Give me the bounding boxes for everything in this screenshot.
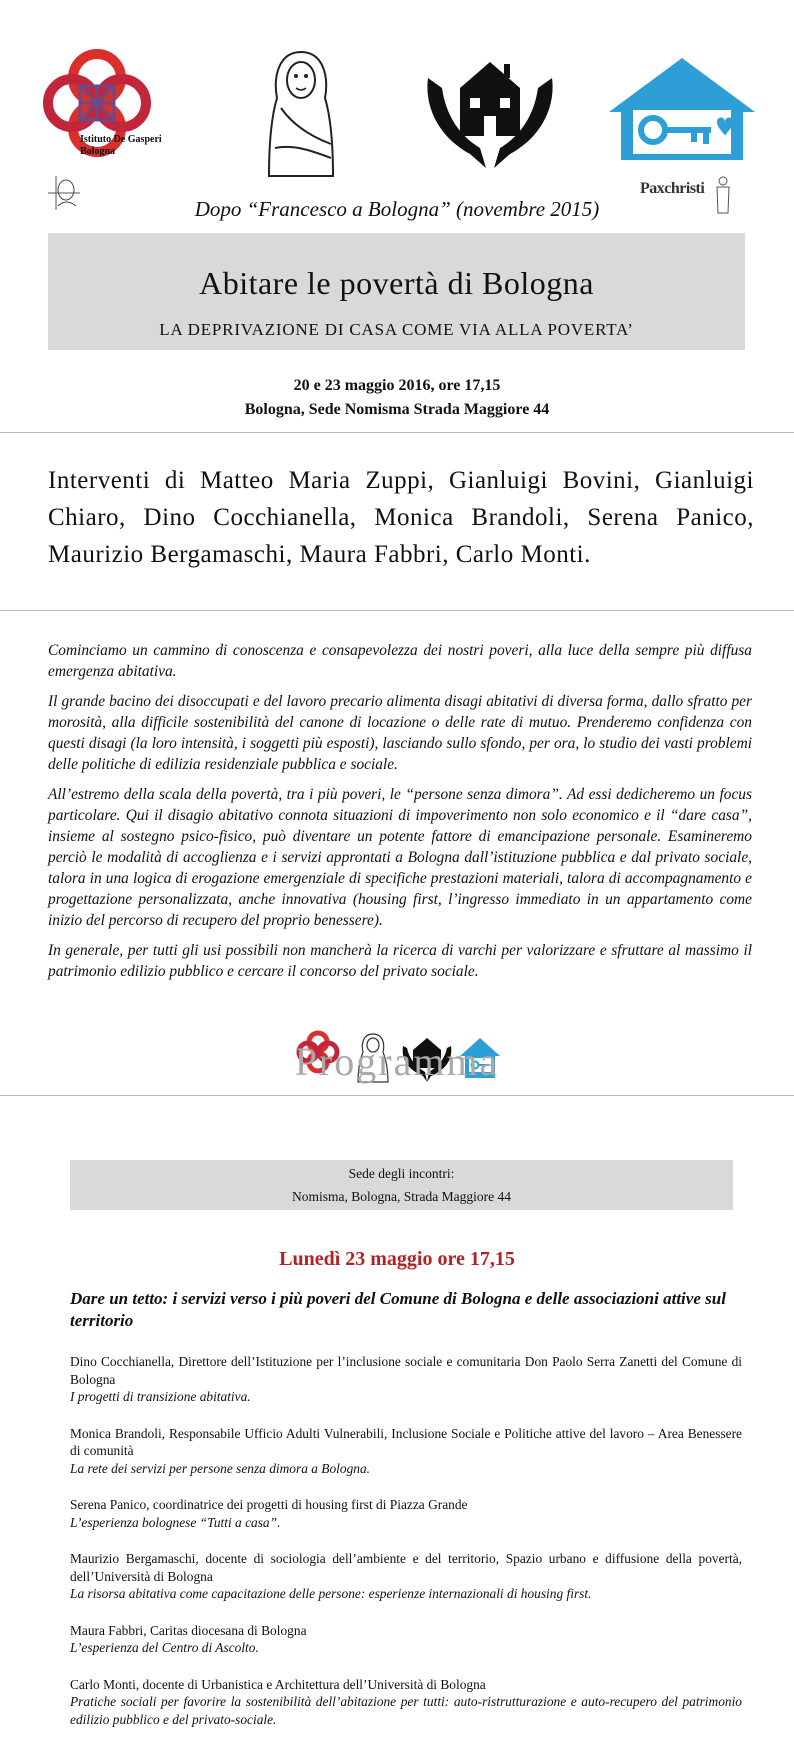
talk-topic: Pratiche sociali per favorire la sostenibilità dell’abitazione per tutti: auto-ristrutturazione e auto-recupero del patrimonio edilizio pubblico e del privato-sociale. [70, 1694, 742, 1727]
title-subheading: LA DEPRIVAZIONE DI CASA COME VIA ALLA POVERTA’ [159, 320, 634, 339]
speakers-list: Interventi di Matteo Maria Zuppi, Gianluigi Bovini, Gianluigi Chiaro, Dino Cocchianella, Monica Brandoli, Serena Panico, Maurizio Bergamaschi, Maura Fabbri, Carlo Monti. [48, 467, 754, 568]
talk-topic: La rete dei servizi per persone senza dimora a Bologna. [70, 1460, 371, 1476]
talks-list [70, 1353, 742, 1747]
event-subtitle: Dopo “Francesco a Bologna” (novembre 2015) [194, 197, 600, 221]
talk-item [70, 1550, 742, 1603]
talk-topic: La risorsa abitativa come capacitazione delle persone: esperienze internazionali di housing first. [70, 1586, 592, 1601]
istituto-caption-line1: Istituto De Gasperi [80, 134, 162, 145]
house-key-logo [605, 52, 760, 162]
venue-label: Sede degli incontri: [348, 1166, 455, 1181]
talk-speaker: Monica Brandoli, Responsabile Ufficio Adulti Vulnerabili, Inclusione Sociale e Politiche attive del lavoro – Area Benessere di comunità [70, 1425, 742, 1458]
intro-paragraph: Cominciamo un cammino di conoscenza e consapevolezza dei nostri poveri, alla luce della sempre più diffusa emergenza abitativa. [48, 642, 752, 680]
intro-paragraph: Il grande bacino dei disoccupati e del lavoro precario alimenta disagi abitativi di diversa forma, dallo sfratto per morosità, alla difficile sostenibilità del canone di locazione o delle rate di mutuo. Prenderemo confidenza con questi disagi (la loro intensità, i soggetti più esposti), lasciando sullo sfondo, per ora, lo studio dei vasti problemi delle politiche di edilizia residenziale pubblica e sociale. [48, 693, 752, 773]
intro-text [48, 640, 752, 991]
talk-topic: L’esperienza del Centro di Ascolto. [70, 1640, 259, 1655]
date-place-block [0, 374, 794, 422]
divider [0, 610, 794, 611]
hooded-figure-logo [265, 48, 337, 178]
istituto-caption [80, 134, 162, 158]
talk-item [70, 1676, 742, 1729]
talk-item [70, 1496, 742, 1531]
talk-speaker: Maura Fabbri, Caritas diocesana di Bologna [70, 1622, 307, 1638]
day-heading: Lunedì 23 maggio ore 17,15 [279, 1248, 515, 1270]
intro-paragraph: In generale, per tutti gli usi possibili non mancherà la ricerca di varchi per valorizzare e sfruttare al massimo il patrimonio edilizio pubblico e cercare il concorso del privato sociale. [48, 942, 752, 980]
talk-speaker: Dino Cocchianella, Direttore dell’Istituzione per l’inclusione sociale e comunitaria Don Paolo Serra Zanetti del Comune di Bologna [70, 1354, 742, 1387]
program-heading: Programma [294, 1039, 500, 1084]
divider [0, 1095, 794, 1096]
paxchristi-caption: Paxchristi [640, 180, 705, 197]
venue-address: Nomisma, Bologna, Strada Maggiore 44 [292, 1189, 511, 1204]
divider [0, 432, 794, 433]
talk-topic: L’esperienza bolognese “Tutti a casa”. [70, 1514, 281, 1530]
page-title: Abitare le povertà di Bologna [199, 265, 594, 301]
talk-item [70, 1622, 742, 1657]
logo-row [0, 30, 794, 197]
talk-item [70, 1425, 742, 1478]
talk-speaker: Serena Panico, coordinatrice dei progetti di housing first di Piazza Grande [70, 1497, 468, 1512]
event-place: Bologna, Sede Nomisma Strada Maggiore 44 [244, 401, 550, 418]
venue-block [70, 1162, 733, 1208]
house-in-hands-logo [420, 58, 560, 174]
session-title: Dare un tetto: i servizi verso i più poveri del Comune di Bologna e delle associazioni attive sul territorio [70, 1289, 726, 1330]
talk-speaker: Maurizio Bergamaschi, docente di sociologia dell’ambiente e del territorio, Spazio urbano e diffusione della povertà, dell’Università di Bologna [70, 1551, 742, 1584]
istituto-caption-line2: Bologna [80, 146, 116, 157]
talk-topic: I progetti di transizione abitativa. [70, 1389, 251, 1404]
talk-item [70, 1353, 742, 1406]
intro-paragraph: All’estremo della scala della povertà, tra i più poveri, le “persone senza dimora”. Ad essi dedicheremo un focus particolare. Qui il disagio abitativo connota situazioni di impoverimento non solo economico e il “dare casa”, insieme al sostegno psico-fisico, può diventare un potente fattore di emancipazione personale. Esamineremo perciò le modalità di accoglienza e i servizi approntati a Bologna dall’istituzione pubblica e dal privato sociale, talora in una logica di erogazione emergenziale di specifiche prestazioni materiali, talora di accompagnamento e progettazione personalizzata, anche innovativa (housing first, l’ingresso immediato in un appartamento come inizio del percorso di recupero del proprio benessere). [48, 786, 752, 929]
event-date: 20 e 23 maggio 2016, ore 17,15 [293, 377, 501, 394]
talk-speaker: Carlo Monti, docente di Urbanistica e Architettura dell’Università di Bologna [70, 1676, 486, 1692]
